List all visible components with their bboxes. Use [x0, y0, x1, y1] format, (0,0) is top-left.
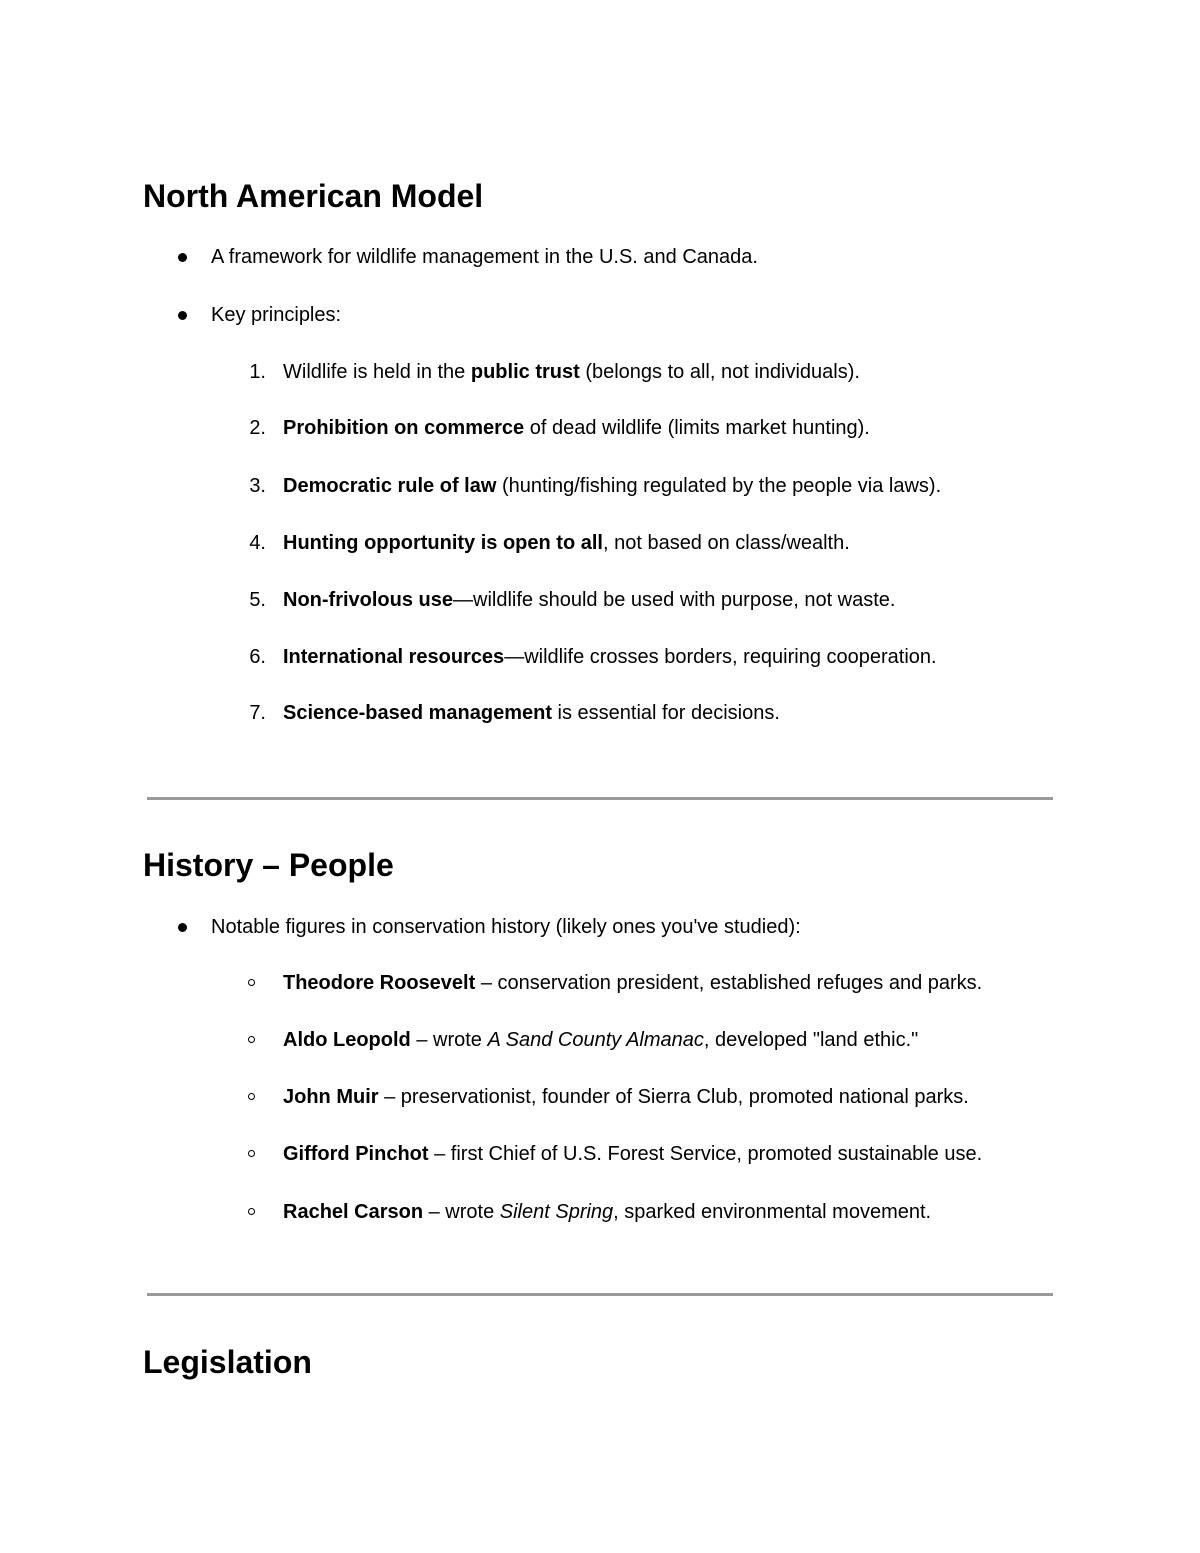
list-number: 6. — [249, 646, 266, 668]
list-number: 3. — [249, 475, 266, 497]
principle-item: Wildlife is held in the public trust (belongs to all, not individuals). — [283, 361, 860, 383]
horizontal-divider — [147, 797, 1053, 800]
section-heading-legislation: Legislation — [143, 1344, 312, 1380]
list-number: 5. — [249, 589, 266, 611]
principle-item: Science-based management is essential for decisions. — [283, 702, 780, 724]
horizontal-divider — [147, 1293, 1053, 1296]
person-item: Theodore Roosevelt – conservation president, established refuges and parks. — [283, 972, 983, 994]
list-number: 2. — [249, 417, 266, 439]
person-item: John Muir – preservationist, founder of Sierra Club, promoted national parks. — [283, 1086, 969, 1108]
bullet-dot — [178, 923, 187, 932]
bullet-circle — [248, 1208, 255, 1215]
section-heading-north-american-model: North American Model — [143, 178, 484, 214]
bullet-circle — [248, 979, 255, 986]
list-number: 7. — [249, 702, 266, 724]
person-item: Aldo Leopold – wrote A Sand County Almanac, developed "land ethic." — [283, 1029, 919, 1051]
list-number: 4. — [249, 532, 266, 554]
person-item: Rachel Carson – wrote Silent Spring, sparked environmental movement. — [283, 1201, 932, 1223]
person-item: Gifford Pinchot – first Chief of U.S. Forest Service, promoted sustainable use. — [283, 1143, 983, 1165]
bullet-circle — [248, 1036, 255, 1043]
bullet-dot — [178, 253, 187, 262]
principle-item: Democratic rule of law (hunting/fishing regulated by the people via laws). — [283, 475, 942, 497]
bullet-circle — [248, 1150, 255, 1157]
principle-item: International resources—wildlife crosses borders, requiring cooperation. — [283, 646, 937, 668]
list-number: 1. — [249, 361, 266, 383]
bullet-text: Key principles: — [211, 304, 342, 326]
bullet-dot — [178, 311, 187, 320]
bullet-text: Notable figures in conservation history (likely ones you've studied): — [211, 916, 801, 938]
bullet-text: A framework for wildlife management in the U.S. and Canada. — [211, 246, 758, 268]
principle-item: Prohibition on commerce of dead wildlife (limits market hunting). — [283, 417, 870, 439]
bullet-circle — [248, 1093, 255, 1100]
principle-item: Non-frivolous use—wildlife should be used with purpose, not waste. — [283, 589, 896, 611]
section-heading-history-people: History – People — [143, 847, 394, 883]
principle-item: Hunting opportunity is open to all, not based on class/wealth. — [283, 532, 850, 554]
